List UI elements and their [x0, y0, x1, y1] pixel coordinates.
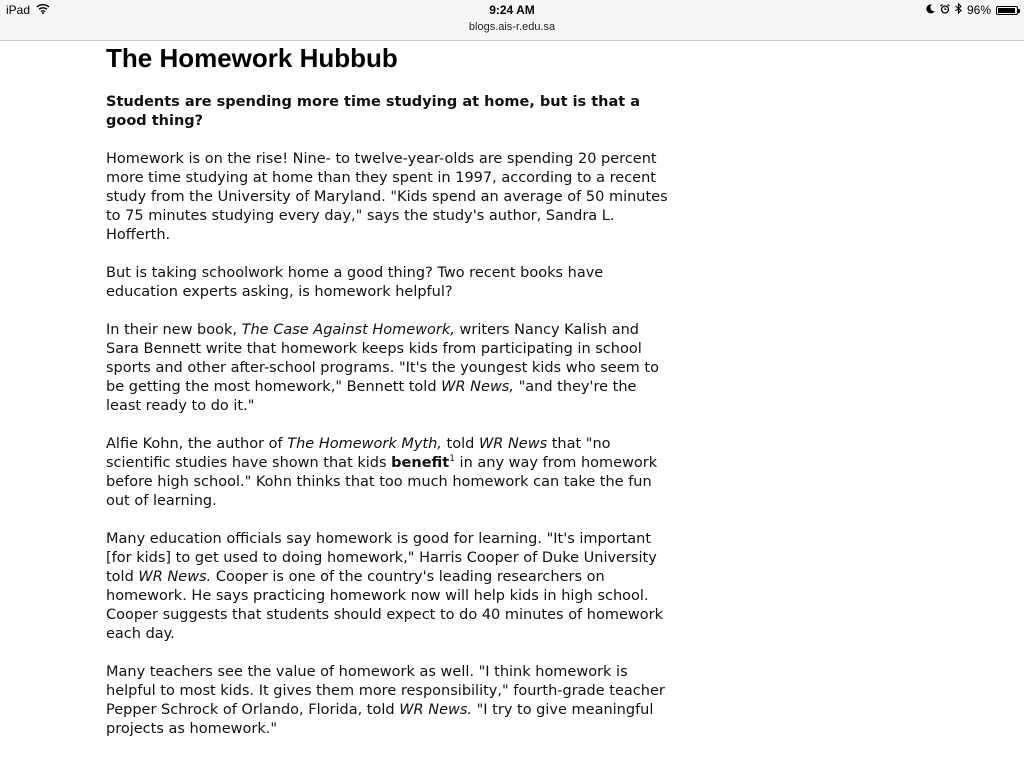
p4-text-h: in any way from homework before high school." Kohn thinks that too much homework can take the fun out of learning. [106, 455, 658, 509]
device-name: iPad [6, 3, 31, 17]
p4-text-a: Alfie Kohn, the author of [106, 436, 288, 452]
publication-wr-news: WR News. [399, 702, 473, 718]
alarm-icon [940, 3, 950, 17]
p5-text-c: Cooper is one of the country's leading researchers on homework. He says practicing homework now will help kids in high school. Cooper suggests that students should expect to do 40 minutes of homework each day. [106, 569, 663, 642]
p3-text-e: "and they're the least ready to do it." [106, 379, 637, 414]
footnote-marker: 1 [449, 454, 455, 465]
p3-text-a: In their new book, [106, 322, 242, 338]
paragraph-5 [106, 530, 676, 644]
vocab-word-benefit: benefit [391, 455, 450, 471]
p6-text-a: Many teachers see the value of homework as well. "I think homework is helpful to most kids. It gives them more responsibility," fourth-grade teacher Pepper Schrock of Orlando, Florida, told [106, 664, 665, 718]
book-title-case-against-homework: The Case Against Homework, [241, 322, 455, 338]
battery-level [998, 8, 1015, 13]
p4-text-e: that "no scientific studies have shown that kids [106, 436, 611, 471]
book-title-homework-myth: The Homework Myth, [287, 436, 442, 452]
publication-wr-news: WR News, [441, 379, 514, 395]
battery-percent: 96% [966, 3, 991, 17]
paragraph-1: Homework is on the rise! Nine- to twelve-year-olds are spending 20 percent more time studying at home than they spent in 1997, according to a recent study from the University of Maryland. "Kids spend an average of 50 minutes to 75 minutes studying every day," says the study's author, Sandra L. Hofferth. [106, 151, 668, 243]
url-text[interactable]: blogs.ais-r.edu.sa [468, 21, 556, 33]
paragraph-6 [106, 663, 676, 739]
bluetooth-icon [955, 3, 962, 17]
article-title: The Homework Hubbub [106, 43, 398, 73]
p4-text-c: told [441, 436, 479, 452]
scrollbar[interactable] [1019, 48, 1022, 708]
p5-text-a: Many education officials say homework is good for learning. "It's important [for kids] to get used to doing homework," Harris Cooper of Duke University told [106, 531, 657, 585]
p3-text-c: writers Nancy Kalish and Sara Bennett write that homework keeps kids from participating in school sports and other after-school programs. "It's the youngest kids who seem to be getting the most homework," Bennett told [106, 322, 659, 395]
battery-icon [996, 6, 1018, 15]
status-time: 9:24 AM [489, 3, 535, 17]
publication-wr-news: WR News [478, 436, 548, 452]
article-subtitle: Students are spending more time studying at home, but is that a good thing? [106, 94, 641, 129]
paragraph-4 [106, 435, 676, 511]
article [106, 43, 681, 739]
moon-icon [926, 3, 935, 17]
paragraph-2: But is taking schoolwork home a good thing? Two recent books have education experts asking, is homework helpful? [106, 265, 604, 300]
paragraph-3 [106, 321, 676, 416]
status-bar [0, 0, 1024, 20]
address-bar[interactable] [0, 20, 1024, 41]
p6-text-c: "I try to give meaningful projects as homework." [106, 702, 654, 737]
status-right [926, 3, 1018, 17]
publication-wr-news: WR News. [138, 569, 212, 585]
